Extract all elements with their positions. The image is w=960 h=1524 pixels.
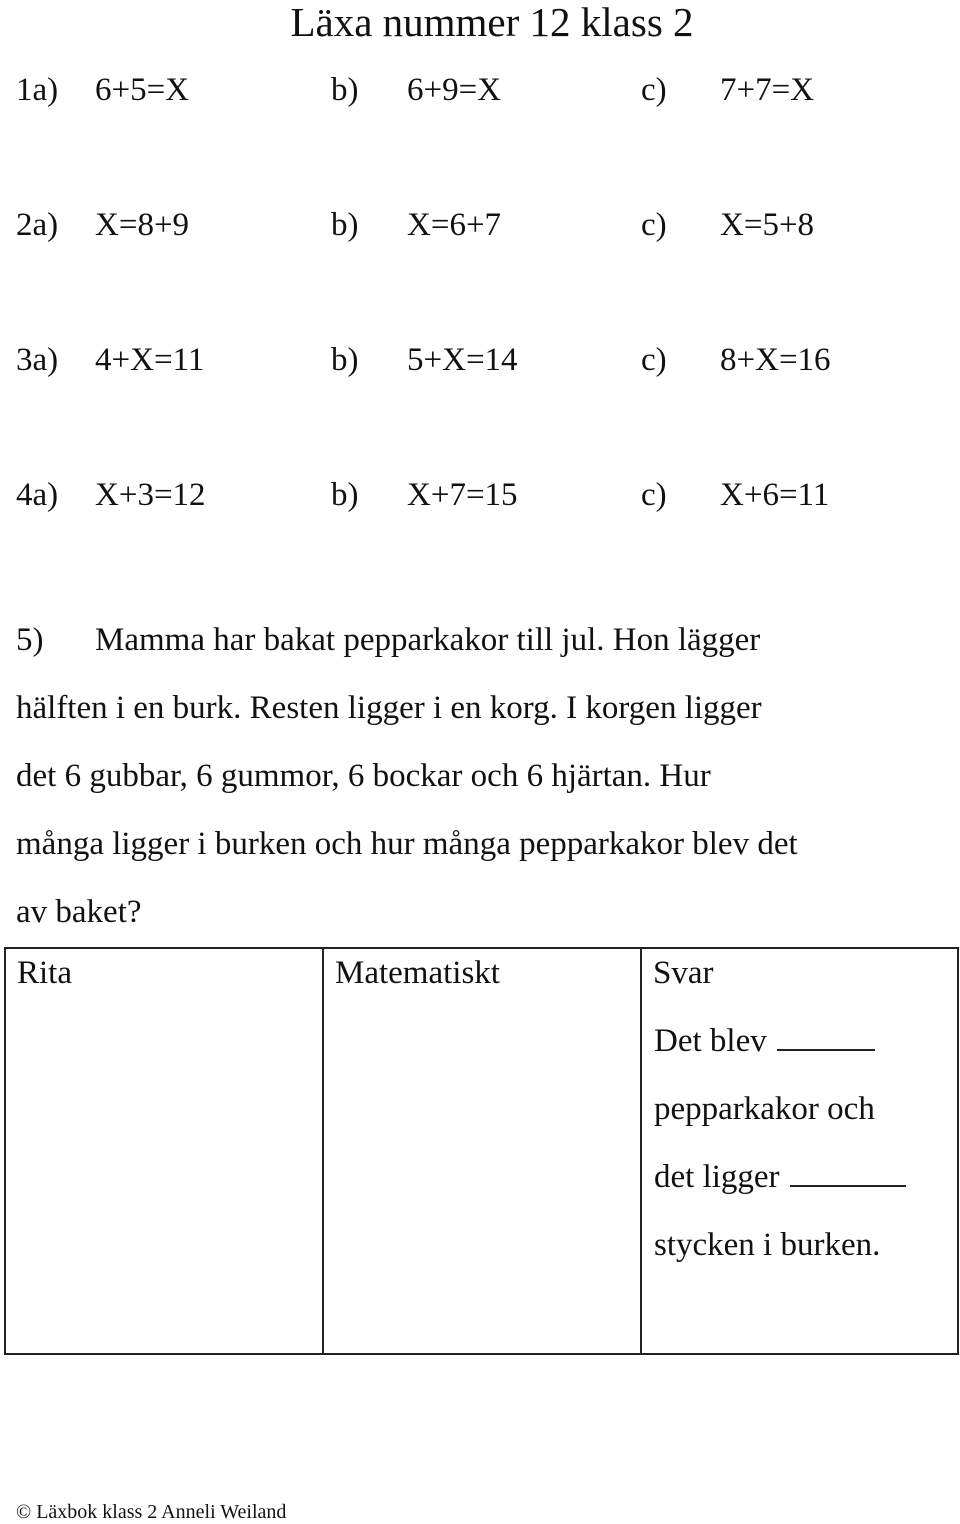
exercise-label: 2a): [16, 207, 59, 243]
exercise-expression: X=6+7: [407, 207, 502, 243]
answer-line-2: pepparkakor och: [654, 1091, 875, 1127]
exercise-expression: 4+X=11: [95, 342, 205, 378]
exercise-label: c): [641, 207, 667, 243]
exercise-label: b): [331, 72, 359, 108]
exercise-label: b): [331, 342, 359, 378]
draw-column[interactable]: [6, 949, 324, 1353]
exercise-row-3: [0, 338, 960, 382]
exercise-row-1: [0, 68, 960, 112]
answer-line-1: [654, 1019, 875, 1063]
problem-line-4: många ligger i burken och hur många pepparkakor blev det: [16, 826, 798, 862]
exercise-expression: X+3=12: [95, 477, 206, 513]
exercise-label: c): [641, 477, 667, 513]
math-column-header: Matematiskt: [335, 955, 500, 991]
answer-table: [4, 947, 959, 1355]
problem-text: Mamma har bakat pepparkakor till jul. Hon lägger: [95, 622, 761, 658]
exercise-expression: 8+X=16: [720, 342, 831, 378]
footer-copyright: © Läxbok klass 2 Anneli Weiland: [16, 1501, 287, 1523]
exercise-row-4: [0, 473, 960, 517]
exercise-label: c): [641, 72, 667, 108]
answer-line-4: stycken i burken.: [654, 1227, 881, 1263]
word-problem: [16, 606, 956, 946]
exercise-expression: 5+X=14: [407, 342, 518, 378]
problem-line-5: av baket?: [16, 894, 142, 930]
exercise-expression: X=8+9: [95, 207, 190, 243]
page-title: Läxa nummer 12 klass 2: [290, 0, 694, 45]
answer-line-3: [654, 1155, 906, 1199]
exercise-label: b): [331, 207, 359, 243]
exercise-label: 1a): [16, 72, 59, 108]
math-column[interactable]: [324, 949, 642, 1353]
answer-text: Det blev: [654, 1023, 767, 1059]
exercise-label: 4a): [16, 477, 59, 513]
problem-line-1: [16, 606, 956, 674]
exercise-label: c): [641, 342, 667, 378]
jar-cookies-blank[interactable]: [790, 1155, 906, 1187]
exercise-expression: 6+5=X: [95, 72, 190, 108]
answer-column: [642, 949, 957, 1353]
exercise-expression: 6+9=X: [407, 72, 502, 108]
exercise-expression: X+7=15: [407, 477, 518, 513]
exercise-row-2: [0, 203, 960, 247]
problem-number: 5): [16, 622, 44, 658]
problem-line-2: hälften i en burk. Resten ligger i en korg. I korgen ligger: [16, 690, 762, 726]
total-cookies-blank[interactable]: [777, 1019, 875, 1051]
answer-column-header: Svar: [653, 955, 714, 991]
exercise-expression: 7+7=X: [720, 72, 815, 108]
exercise-expression: X=5+8: [720, 207, 815, 243]
problem-line-3: det 6 gubbar, 6 gummor, 6 bockar och 6 hjärtan. Hur: [16, 758, 711, 794]
draw-column-header: Rita: [17, 955, 72, 991]
exercise-label: b): [331, 477, 359, 513]
answer-text: det ligger: [654, 1159, 780, 1195]
exercise-label: 3a): [16, 342, 59, 378]
exercise-expression: X+6=11: [720, 477, 830, 513]
